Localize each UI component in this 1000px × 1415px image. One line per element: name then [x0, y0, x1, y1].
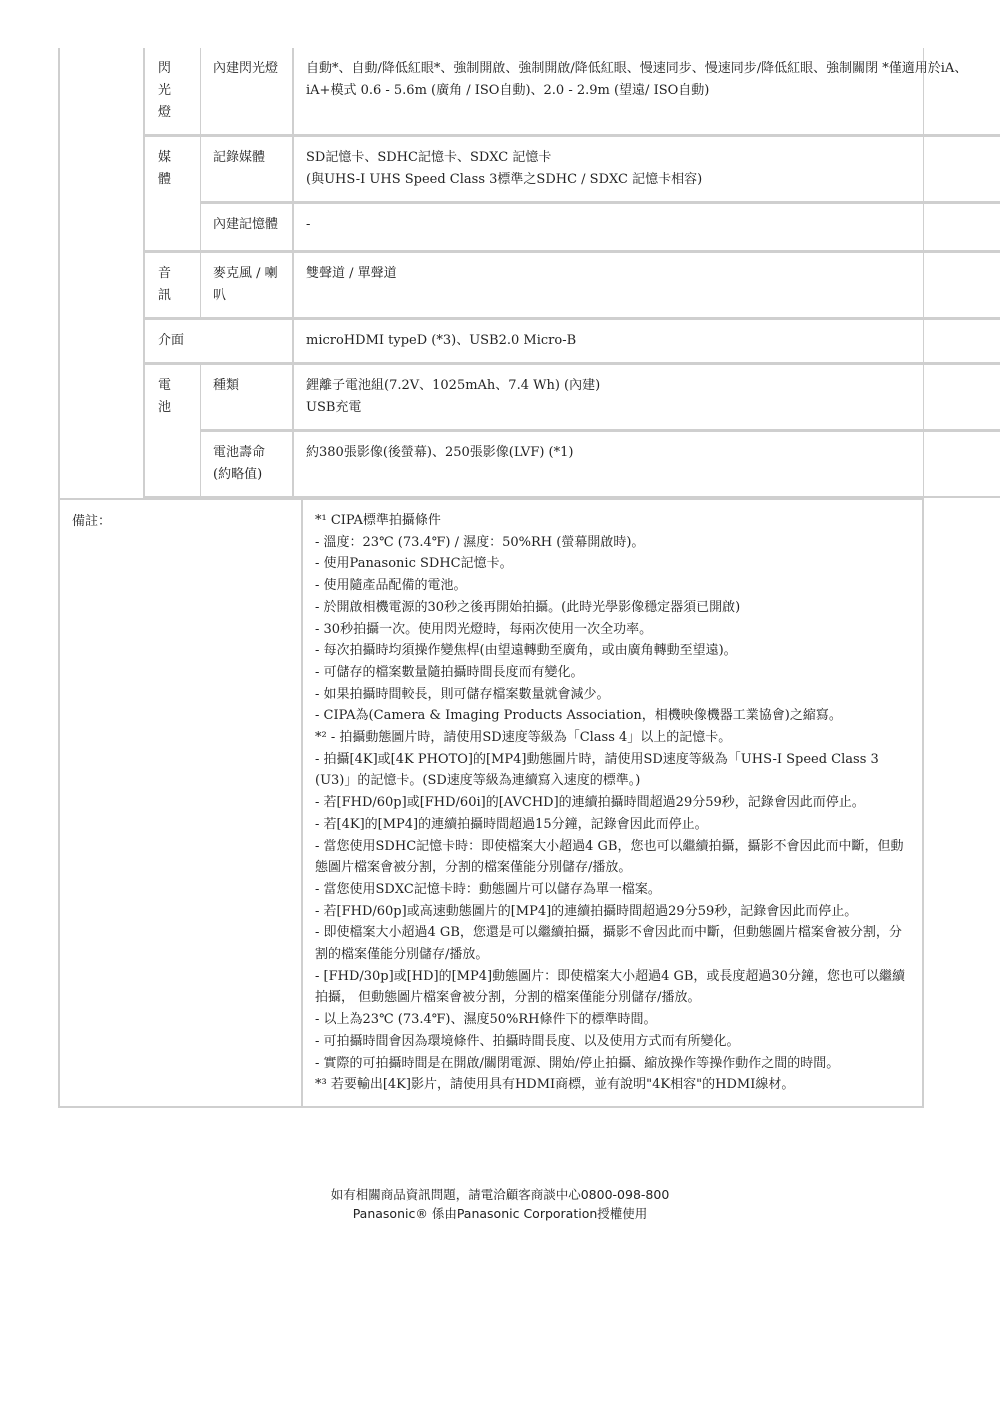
- note-line: *³ 若要輸出[4K]影片，請使用具有HDMI商標，並有說明"4K相容"的HDMI線材。: [315, 1077, 795, 1093]
- row-label-mic-speaker: 麥克風 / 喇叭: [213, 266, 278, 303]
- row-value-builtin-flash: 自動*、自動/降低紅眼*、強制開啟、強制開啟/降低紅眼、慢速同步、慢速同步/降低紅眼、強制關閉 *僅適用於iA、iA+模式 0.6 - 5.6m (廣角 / ISO自動)、2.0 - 2.9m (望遠/ ISO自動): [306, 61, 968, 98]
- note-line: - 每次拍攝時均須操作變焦桿(由望遠轉動至廣角，或由廣角轉動至望遠)。: [315, 643, 737, 659]
- note-line: - 當您使用SDHC記憶卡時：即使檔案大小超過4 GB，您也可以繼續拍攝，攝影不會因此而中斷，但動態圖片檔案會被分割，分割的檔案僅能分別儲存/播放。: [315, 838, 904, 876]
- group-label-media: 媒體: [158, 150, 172, 187]
- spec-sheet: [58, 48, 968, 1108]
- spec-row-media-recording: [145, 136, 1000, 203]
- spec-row-media-internal: [145, 203, 1000, 252]
- row-value-recording-media-line1: SD記憶卡、SDHC記憶卡、SDXC 記憶卡: [306, 150, 552, 165]
- note-line: - CIPA為(Camera & Imaging Products Association，相機映像機器工業協會)之縮寫。: [315, 708, 842, 724]
- note-line: - 於開啟相機電源的30秒之後再開始拍攝。(此時光學影像穩定器須已開啟): [315, 599, 741, 615]
- spec-row-audio: [145, 252, 1000, 319]
- group-label-battery: 電池: [158, 378, 172, 415]
- row-value-mic-speaker: 雙聲道 / 單聲道: [306, 266, 397, 281]
- note-line: - 30秒拍攝一次。使用閃光燈時，每兩次使用一次全功率。: [315, 621, 653, 637]
- spec-row-battery-type: [145, 364, 1000, 431]
- spec-table: [145, 48, 1000, 498]
- notes-section: [58, 498, 924, 1108]
- group-label-flash: 閃光燈: [158, 61, 172, 120]
- row-label-recording-media: 記錄媒體: [213, 150, 266, 165]
- note-line: - 溫度：23℃ (73.4℉) / 濕度：50%RH (螢幕開啟時)。: [315, 534, 645, 550]
- row-value-battery-life: 約380張影像(後螢幕)、250張影像(LVF) (*1): [306, 445, 574, 460]
- note-line: - 可儲存的檔案數量隨拍攝時間長度而有變化。: [315, 664, 584, 680]
- row-label-interface: 介面: [158, 333, 185, 348]
- notes-label: 備註：: [72, 514, 112, 529]
- spec-row-flash: [145, 48, 1000, 136]
- note-line: - 如果拍攝時間較長，則可儲存檔案數量就會減少。: [315, 686, 610, 702]
- note-line: - 實際的可拍攝時間是在開啟/關閉電源、開始/停止拍攝、縮放操作等操作動作之間的時間。: [315, 1055, 840, 1071]
- row-label-builtin-flash: 內建閃光燈: [213, 61, 279, 76]
- row-value-interface: microHDMI typeD (*3)、USB2.0 Micro-B: [306, 333, 577, 348]
- note-line: - 使用Panasonic SDHC記憶卡。: [315, 556, 513, 572]
- row-value-battery-type-line2: USB充電: [306, 400, 362, 415]
- page-footer: [0, 1185, 1000, 1223]
- group-label-audio: 音訊: [158, 266, 172, 303]
- note-line: - 若[FHD/60p]或高速動態圖片的[MP4]的連續拍攝時間超過29分59秒，記錄會因此而停止。: [315, 903, 858, 919]
- note-line: - 可拍攝時間會因為環境條件、拍攝時間長度、以及使用方式而有所變化。: [315, 1033, 740, 1049]
- note-line: - 使用隨產品配備的電池。: [315, 578, 467, 594]
- note-line: - 拍攝[4K]或[4K PHOTO]的[MP4]動態圖片時，請使用SD速度等級為「UHS-I Speed Class 3 (U3)」的記憶卡。(SD速度等級為連續寫入速度的標準。): [315, 751, 879, 789]
- note-line: - 若[FHD/60p]或[FHD/60i]的[AVCHD]的連續拍攝時間超過29分59秒，記錄會因此而停止。: [315, 795, 865, 811]
- footer-trademark: Panasonic® 係由Panasonic Corporation授權使用: [352, 1206, 648, 1221]
- footer-contact: 如有相關商品資訊問題，請電洽顧客商談中心0800-098-800: [330, 1187, 670, 1202]
- row-value-internal-memory: -: [306, 217, 311, 232]
- note-line: - 若[4K]的[MP4]的連續拍攝時間超過15分鐘，記錄會因此而停止。: [315, 816, 708, 832]
- row-label-internal-memory: 內建記憶體: [213, 217, 279, 232]
- row-value-battery-type-line1: 鋰離子電池組(7.2V、1025mAh、7.4 Wh) (內建): [306, 378, 601, 393]
- notes-body: [301, 500, 922, 1106]
- note-line: *² - 拍攝動態圖片時，請使用SD速度等級為「Class 4」以上的記憶卡。: [315, 730, 732, 746]
- note-line: - 以上為23℃ (73.4℉)、濕度50%RH條件下的標準時間。: [315, 1012, 657, 1028]
- note-line: *¹ CIPA標準拍攝條件: [315, 513, 441, 528]
- note-line: - 即使檔案大小超過4 GB，您還是可以繼續拍攝，攝影不會因此而中斷，但動態圖片檔案會被分割，分割的檔案僅能分別儲存/播放。: [315, 925, 902, 963]
- note-line: - [FHD/30p]或[HD]的[MP4]動態圖片：即使檔案大小超過4 GB，或長度超過30分鐘，您也可以繼續拍攝， 但動態圖片檔案會被分割，分割的檔案僅能分別儲存/播放。: [315, 968, 905, 1006]
- note-line: - 當您使用SDXC記憶卡時：動態圖片可以儲存為單一檔案。: [315, 881, 661, 897]
- row-label-battery-type: 種類: [213, 378, 240, 393]
- row-value-recording-media-line2: (與UHS-I UHS Speed Class 3標準之SDHC / SDXC 記憶卡相容): [306, 172, 703, 187]
- spec-row-battery-life: [145, 431, 1000, 498]
- row-label-battery-life: 電池壽命(約略值): [213, 445, 266, 482]
- spec-table-wrapper: [58, 48, 968, 498]
- spec-row-interface: [145, 319, 1000, 364]
